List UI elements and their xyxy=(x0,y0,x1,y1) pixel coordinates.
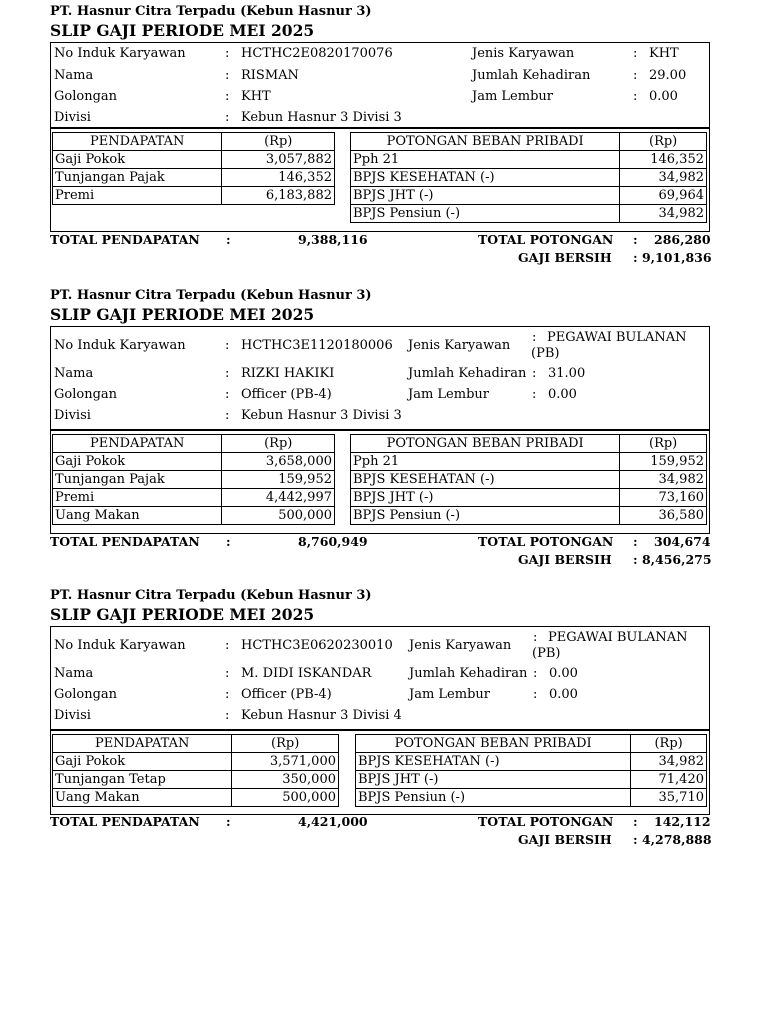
income-value: 500,000 xyxy=(222,507,335,525)
deduction-value: 159,952 xyxy=(620,453,707,471)
colon: : xyxy=(225,338,230,353)
tables-border xyxy=(50,730,710,815)
income-value: 4,442,997 xyxy=(222,489,335,507)
jam-lembur-label: Jam Lembur xyxy=(472,89,553,104)
gaji-bersih-label: GAJI BERSIH xyxy=(518,552,612,567)
jenis-karyawan-label: Jenis Karyawan xyxy=(409,638,512,653)
no-induk-label: No Induk Karyawan xyxy=(54,46,186,61)
divisi-label: Divisi xyxy=(54,708,91,723)
employee-info-box xyxy=(50,326,710,430)
colon: : xyxy=(225,708,230,723)
colon: : xyxy=(633,232,638,247)
colon: : xyxy=(225,638,230,653)
total-pendapatan-value: 8,760,949 xyxy=(298,534,368,549)
salary-slip-3 xyxy=(50,588,710,856)
deduction-label: BPJS KESEHATAN (-) xyxy=(351,471,620,489)
deduction-label: BPJS JHT (-) xyxy=(351,187,620,205)
deduction-value: 34,982 xyxy=(620,169,707,187)
jenis-karyawan-label: Jenis Karyawan xyxy=(408,338,511,353)
potongan-header: POTONGAN BEBAN PRIBADI xyxy=(356,735,631,753)
colon: : xyxy=(533,687,538,702)
total-pendapatan-label: TOTAL PENDAPATAN xyxy=(50,814,200,829)
gaji-bersih-value: : 8,456,275 xyxy=(633,552,712,567)
total-pendapatan-value: 4,421,000 xyxy=(298,814,368,829)
total-potongan-value: 142,112 xyxy=(654,814,711,829)
income-value: 146,352 xyxy=(222,169,335,187)
employee-info-box xyxy=(50,626,710,730)
gaji-bersih-label: GAJI BERSIH xyxy=(518,832,612,847)
jam-lembur-value: 0.00 xyxy=(548,387,577,402)
pendapatan-header: PENDAPATAN xyxy=(53,133,222,151)
jenis-karyawan-label: Jenis Karyawan xyxy=(472,46,575,61)
income-value: 159,952 xyxy=(222,471,335,489)
deduction-label: BPJS JHT (-) xyxy=(356,771,631,789)
deduction-value: 36,580 xyxy=(620,507,707,525)
salary-tables xyxy=(50,730,710,816)
colon: : xyxy=(633,534,638,549)
income-label: Tunjangan Pajak xyxy=(53,471,222,489)
jenis-karyawan-value: PEGAWAI BULANAN (PB) xyxy=(532,630,688,661)
colon: : xyxy=(225,408,230,423)
income-value: 500,000 xyxy=(232,789,339,807)
rp-header: (Rp) xyxy=(222,435,335,453)
income-value: 3,658,000 xyxy=(222,453,335,471)
kehadiran-value: 31.00 xyxy=(548,366,586,381)
deduction-label: BPJS Pensiun (-) xyxy=(356,789,631,807)
jam-lembur-value: 0.00 xyxy=(549,687,578,702)
tables-border xyxy=(50,430,710,534)
total-potongan-label: TOTAL POTONGAN xyxy=(478,814,614,829)
pendapatan-header: PENDAPATAN xyxy=(53,735,232,753)
income-label: Gaji Pokok xyxy=(53,453,222,471)
income-value: 350,000 xyxy=(232,771,339,789)
kehadiran-value: 0.00 xyxy=(549,666,578,681)
slip-title: SLIP GAJI PERIODE MEI 2025 xyxy=(50,605,315,624)
company-name: PT. Hasnur Citra Terpadu (Kebun Hasnur 3) xyxy=(50,4,372,19)
golongan-value: Officer (PB-4) xyxy=(241,687,332,702)
colon: : xyxy=(225,387,230,402)
total-potongan-value: 286,280 xyxy=(654,232,711,247)
income-label: Tunjangan Tetap xyxy=(53,771,232,789)
colon: : xyxy=(226,814,231,829)
total-potongan-label: TOTAL POTONGAN xyxy=(478,232,614,247)
deduction-label: BPJS KESEHATAN (-) xyxy=(356,753,631,771)
salary-slip-2 xyxy=(50,288,710,576)
no-induk-label: No Induk Karyawan xyxy=(54,338,186,353)
rp-header: (Rp) xyxy=(232,735,339,753)
colon: : xyxy=(633,46,638,61)
colon: : xyxy=(532,366,537,381)
pendapatan-header: PENDAPATAN xyxy=(53,435,222,453)
rp-header: (Rp) xyxy=(222,133,335,151)
divisi-value: Kebun Hasnur 3 Divisi 3 xyxy=(241,110,402,125)
golongan-value: Officer (PB-4) xyxy=(241,387,332,402)
colon: : xyxy=(633,814,638,829)
employee-info-box xyxy=(50,42,710,128)
colon: : xyxy=(225,666,230,681)
deduction-value: 34,982 xyxy=(631,753,707,771)
company-name: PT. Hasnur Citra Terpadu (Kebun Hasnur 3) xyxy=(50,288,372,303)
deduction-label: Pph 21 xyxy=(351,453,620,471)
colon: : xyxy=(533,666,538,681)
jam-lembur-label: Jam Lembur xyxy=(408,387,489,402)
divisi-label: Divisi xyxy=(54,408,91,423)
colon: : xyxy=(225,687,230,702)
income-label: Premi xyxy=(53,187,222,205)
colon: : xyxy=(532,387,537,402)
salary-tables xyxy=(50,430,710,536)
colon: : xyxy=(225,89,230,104)
totals xyxy=(50,536,710,576)
no-induk-value: HCTHC3E0620230010 xyxy=(241,638,393,653)
nama-value: RISMAN xyxy=(241,68,299,83)
nama-label: Nama xyxy=(54,68,94,83)
income-value: 3,057,882 xyxy=(222,151,335,169)
kehadiran-label: Jumlah Kehadiran xyxy=(472,68,591,83)
golongan-value: KHT xyxy=(241,89,271,104)
potongan-header: POTONGAN BEBAN PRIBADI xyxy=(351,435,620,453)
no-induk-value: HCTHC3E1120180006 xyxy=(241,338,393,353)
salary-slip-1 xyxy=(50,4,710,274)
nama-label: Nama xyxy=(54,366,94,381)
tables-border xyxy=(50,128,710,232)
divisi-label: Divisi xyxy=(54,110,91,125)
no-induk-value: HCTHC2E0820170076 xyxy=(241,46,393,61)
deduction-value: 69,964 xyxy=(620,187,707,205)
slip-title: SLIP GAJI PERIODE MEI 2025 xyxy=(50,305,315,324)
deduction-label: BPJS KESEHATAN (-) xyxy=(351,169,620,187)
income-value: 6,183,882 xyxy=(222,187,335,205)
kehadiran-label: Jumlah Kehadiran xyxy=(409,666,528,681)
deduction-value: 146,352 xyxy=(620,151,707,169)
income-label: Tunjangan Pajak xyxy=(53,169,222,187)
kehadiran-label: Jumlah Kehadiran xyxy=(408,366,527,381)
totals xyxy=(50,816,710,856)
potongan-header: POTONGAN BEBAN PRIBADI xyxy=(351,133,620,151)
gaji-bersih-value: : 9,101,836 xyxy=(633,250,712,265)
rp-header: (Rp) xyxy=(620,133,707,151)
nama-value: RIZKI HAKIKI xyxy=(241,366,335,381)
total-potongan-value: 304,674 xyxy=(654,534,711,549)
nama-label: Nama xyxy=(54,666,94,681)
income-label: Uang Makan xyxy=(53,507,222,525)
totals xyxy=(50,234,710,274)
total-pendapatan-label: TOTAL PENDAPATAN xyxy=(50,534,200,549)
deduction-value: 34,982 xyxy=(620,471,707,489)
rp-header: (Rp) xyxy=(631,735,707,753)
colon: : xyxy=(633,68,638,83)
rp-header: (Rp) xyxy=(620,435,707,453)
company-name: PT. Hasnur Citra Terpadu (Kebun Hasnur 3) xyxy=(50,588,372,603)
gaji-bersih-value: : 4,278,888 xyxy=(633,832,712,847)
slip-title: SLIP GAJI PERIODE MEI 2025 xyxy=(50,21,315,40)
deduction-value: 34,982 xyxy=(620,205,707,223)
colon: : xyxy=(226,534,231,549)
jam-lembur-label: Jam Lembur xyxy=(409,687,490,702)
jenis-karyawan-value: PEGAWAI BULANAN (PB) xyxy=(531,330,687,361)
gaji-bersih-label: GAJI BERSIH xyxy=(518,250,612,265)
income-label: Uang Makan xyxy=(53,789,232,807)
total-potongan-label: TOTAL POTONGAN xyxy=(478,534,614,549)
income-label: Gaji Pokok xyxy=(53,151,222,169)
income-label: Gaji Pokok xyxy=(53,753,232,771)
total-pendapatan-value: 9,388,116 xyxy=(298,232,368,247)
colon: : xyxy=(225,46,230,61)
deduction-label: Pph 21 xyxy=(351,151,620,169)
colon: : xyxy=(226,232,231,247)
colon: : xyxy=(633,89,638,104)
deduction-label: BPJS Pensiun (-) xyxy=(351,507,620,525)
golongan-label: Golongan xyxy=(54,89,118,104)
no-induk-label: No Induk Karyawan xyxy=(54,638,186,653)
divisi-value: Kebun Hasnur 3 Divisi 3 xyxy=(241,408,402,423)
income-label: Premi xyxy=(53,489,222,507)
jam-lembur-value: 0.00 xyxy=(649,89,678,104)
deduction-value: 35,710 xyxy=(631,789,707,807)
colon: : xyxy=(532,330,537,345)
divisi-value: Kebun Hasnur 3 Divisi 4 xyxy=(241,708,402,723)
total-pendapatan-label: TOTAL PENDAPATAN xyxy=(50,232,200,247)
colon: : xyxy=(225,110,230,125)
deduction-label: BPJS JHT (-) xyxy=(351,489,620,507)
nama-value: M. DIDI ISKANDAR xyxy=(241,666,372,681)
salary-tables xyxy=(50,128,710,234)
deduction-value: 73,160 xyxy=(620,489,707,507)
colon: : xyxy=(225,68,230,83)
deduction-value: 71,420 xyxy=(631,771,707,789)
income-value: 3,571,000 xyxy=(232,753,339,771)
golongan-label: Golongan xyxy=(54,687,118,702)
deduction-label: BPJS Pensiun (-) xyxy=(351,205,620,223)
kehadiran-value: 29.00 xyxy=(649,68,687,83)
colon: : xyxy=(225,366,230,381)
golongan-label: Golongan xyxy=(54,387,118,402)
colon: : xyxy=(533,630,538,645)
jenis-karyawan-value: KHT xyxy=(649,46,679,61)
